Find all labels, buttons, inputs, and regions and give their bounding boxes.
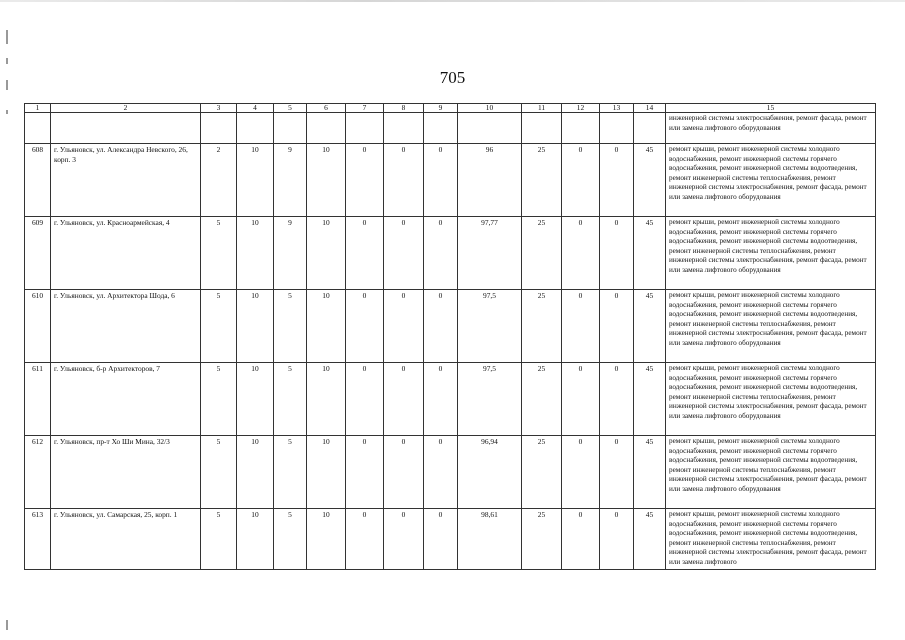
header-cell: 3 bbox=[201, 104, 237, 113]
value-cell: 10 bbox=[237, 509, 274, 570]
header-cell: 11 bbox=[522, 104, 562, 113]
value-cell: 10 bbox=[237, 144, 274, 217]
value-cell: 97,77 bbox=[458, 217, 522, 290]
value-cell: 0 bbox=[346, 290, 384, 363]
table-row bbox=[25, 363, 876, 436]
header-cell: 9 bbox=[424, 104, 458, 113]
header-cell: 4 bbox=[237, 104, 274, 113]
value-cell: 98,61 bbox=[458, 509, 522, 570]
value-cell: 97,5 bbox=[458, 363, 522, 436]
value-cell: 5 bbox=[274, 363, 307, 436]
value-cell: 0 bbox=[424, 509, 458, 570]
value-cell: 5 bbox=[201, 509, 237, 570]
header-cell: 13 bbox=[600, 104, 634, 113]
value-cell: 25 bbox=[522, 144, 562, 217]
value-cell: 45 bbox=[634, 144, 666, 217]
value-cell: 0 bbox=[562, 363, 600, 436]
row-number: 609 bbox=[25, 217, 51, 290]
table-row bbox=[25, 217, 876, 290]
value-cell: 2 bbox=[201, 144, 237, 217]
header-cell: 5 bbox=[274, 104, 307, 113]
address-cell: г. Ульяновск, ул. Красноармейская, 4 bbox=[51, 217, 201, 290]
row-number: 612 bbox=[25, 436, 51, 509]
header-cell: 7 bbox=[346, 104, 384, 113]
value-cell: 45 bbox=[634, 290, 666, 363]
value-cell: 9 bbox=[274, 217, 307, 290]
value-cell: 0 bbox=[384, 509, 424, 570]
value-cell: 0 bbox=[424, 363, 458, 436]
value-cell: 10 bbox=[237, 290, 274, 363]
header-cell: 15 bbox=[666, 104, 876, 113]
value-cell: 0 bbox=[384, 363, 424, 436]
value-cell: 5 bbox=[201, 290, 237, 363]
header-cell: 8 bbox=[384, 104, 424, 113]
value-cell: 5 bbox=[201, 217, 237, 290]
header-cell: 14 bbox=[634, 104, 666, 113]
row-number: 608 bbox=[25, 144, 51, 217]
value-cell: 0 bbox=[424, 144, 458, 217]
value-cell: 5 bbox=[274, 509, 307, 570]
value-cell: 10 bbox=[237, 363, 274, 436]
value-cell: 0 bbox=[562, 290, 600, 363]
table-row bbox=[25, 509, 876, 570]
value-cell: 10 bbox=[307, 436, 346, 509]
address-cell: г. Ульяновск, пр-т Хо Ши Мина, 32/3 bbox=[51, 436, 201, 509]
value-cell: 25 bbox=[522, 290, 562, 363]
header-cell: 6 bbox=[307, 104, 346, 113]
value-cell: 0 bbox=[346, 509, 384, 570]
value-cell: 96,94 bbox=[458, 436, 522, 509]
value-cell: 0 bbox=[600, 436, 634, 509]
value-cell: 45 bbox=[634, 436, 666, 509]
value-cell: 0 bbox=[562, 144, 600, 217]
header-cell: 12 bbox=[562, 104, 600, 113]
works-cell: ремонт крыши, ремонт инженерной системы холодного водоснабжения, ремонт инженерной системы горячего водоснабжения, ремонт инженерной системы водоотведения, ремонт инженерной системы теплоснабжения, ремонт инженерной системы электроснабжения, ремонт фасада, ремонт или замена лифтового bbox=[666, 509, 876, 570]
value-cell: 97,5 bbox=[458, 290, 522, 363]
works-cell: инженерной системы электроснабжения, ремонт фасада, ремонт или замена лифтового оборудования bbox=[666, 113, 876, 144]
value-cell: 0 bbox=[346, 144, 384, 217]
value-cell: 0 bbox=[424, 290, 458, 363]
header-cell: 2 bbox=[51, 104, 201, 113]
value-cell: 10 bbox=[307, 144, 346, 217]
row-number: 610 bbox=[25, 290, 51, 363]
value-cell: 25 bbox=[522, 436, 562, 509]
value-cell: 0 bbox=[562, 436, 600, 509]
works-cell: ремонт крыши, ремонт инженерной системы холодного водоснабжения, ремонт инженерной системы горячего водоснабжения, ремонт инженерной системы водоотведения, ремонт инженерной системы теплоснабжения, ремонт инженерной системы электроснабжения, ремонт фасада, ремонт или замена лифтового оборудования bbox=[666, 290, 876, 363]
value-cell: 10 bbox=[307, 290, 346, 363]
header-cell: 10 bbox=[458, 104, 522, 113]
value-cell: 5 bbox=[274, 290, 307, 363]
table-header-row bbox=[25, 104, 876, 113]
value-cell: 10 bbox=[237, 436, 274, 509]
row-number: 611 bbox=[25, 363, 51, 436]
value-cell: 0 bbox=[600, 509, 634, 570]
row-number: 613 bbox=[25, 509, 51, 570]
value-cell: 0 bbox=[346, 217, 384, 290]
value-cell: 0 bbox=[600, 290, 634, 363]
value-cell: 10 bbox=[307, 363, 346, 436]
value-cell: 5 bbox=[201, 363, 237, 436]
value-cell: 96 bbox=[458, 144, 522, 217]
registry-table bbox=[24, 103, 876, 570]
value-cell: 0 bbox=[424, 217, 458, 290]
value-cell: 45 bbox=[634, 363, 666, 436]
value-cell: 0 bbox=[600, 144, 634, 217]
value-cell: 0 bbox=[346, 436, 384, 509]
value-cell: 25 bbox=[522, 217, 562, 290]
table-row-continuation bbox=[25, 113, 876, 144]
address-cell: г. Ульяновск, ул. Архитектора Шода, 6 bbox=[51, 290, 201, 363]
value-cell: 0 bbox=[384, 290, 424, 363]
page-number: 705 bbox=[439, 68, 466, 87]
value-cell: 0 bbox=[384, 144, 424, 217]
value-cell: 25 bbox=[522, 363, 562, 436]
address-cell: г. Ульяновск, б-р Архитекторов, 7 bbox=[51, 363, 201, 436]
scan-top-edge bbox=[0, 0, 905, 2]
value-cell: 10 bbox=[307, 509, 346, 570]
address-cell: г. Ульяновск, ул. Самарская, 25, корп. 1 bbox=[51, 509, 201, 570]
header-cell: 1 bbox=[25, 104, 51, 113]
value-cell: 45 bbox=[634, 509, 666, 570]
scan-binding-marks bbox=[4, 20, 14, 620]
works-cell: ремонт крыши, ремонт инженерной системы холодного водоснабжения, ремонт инженерной системы горячего водоснабжения, ремонт инженерной системы водоотведения, ремонт инженерной системы теплоснабжения, ремонт инженерной системы электроснабжения, ремонт фасада, ремонт или замена лифтового оборудования bbox=[666, 217, 876, 290]
value-cell: 0 bbox=[600, 363, 634, 436]
table-row bbox=[25, 144, 876, 217]
value-cell: 0 bbox=[562, 217, 600, 290]
works-cell: ремонт крыши, ремонт инженерной системы холодного водоснабжения, ремонт инженерной системы горячего водоснабжения, ремонт инженерной системы водоотведения, ремонт инженерной системы теплоснабжения, ремонт инженерной системы электроснабжения, ремонт фасада, ремонт или замена лифтового оборудования bbox=[666, 436, 876, 509]
value-cell: 0 bbox=[562, 509, 600, 570]
value-cell: 9 bbox=[274, 144, 307, 217]
works-cell: ремонт крыши, ремонт инженерной системы холодного водоснабжения, ремонт инженерной системы горячего водоснабжения, ремонт инженерной системы водоотведения, ремонт инженерной системы теплоснабжения, ремонт инженерной системы электроснабжения, ремонт фасада, ремонт или замена лифтового оборудования bbox=[666, 144, 876, 217]
address-cell: г. Ульяновск, ул. Александра Невского, 26, корп. 3 bbox=[51, 144, 201, 217]
value-cell: 0 bbox=[384, 436, 424, 509]
value-cell: 0 bbox=[424, 436, 458, 509]
table-row bbox=[25, 290, 876, 363]
value-cell: 5 bbox=[201, 436, 237, 509]
works-cell: ремонт крыши, ремонт инженерной системы холодного водоснабжения, ремонт инженерной системы горячего водоснабжения, ремонт инженерной системы водоотведения, ремонт инженерной системы теплоснабжения, ремонт инженерной системы электроснабжения, ремонт фасада, ремонт или замена лифтового оборудования bbox=[666, 363, 876, 436]
value-cell: 0 bbox=[384, 217, 424, 290]
value-cell: 10 bbox=[237, 217, 274, 290]
value-cell: 0 bbox=[346, 363, 384, 436]
table-row bbox=[25, 436, 876, 509]
value-cell: 25 bbox=[522, 509, 562, 570]
value-cell: 45 bbox=[634, 217, 666, 290]
value-cell: 0 bbox=[600, 217, 634, 290]
value-cell: 10 bbox=[307, 217, 346, 290]
value-cell: 5 bbox=[274, 436, 307, 509]
